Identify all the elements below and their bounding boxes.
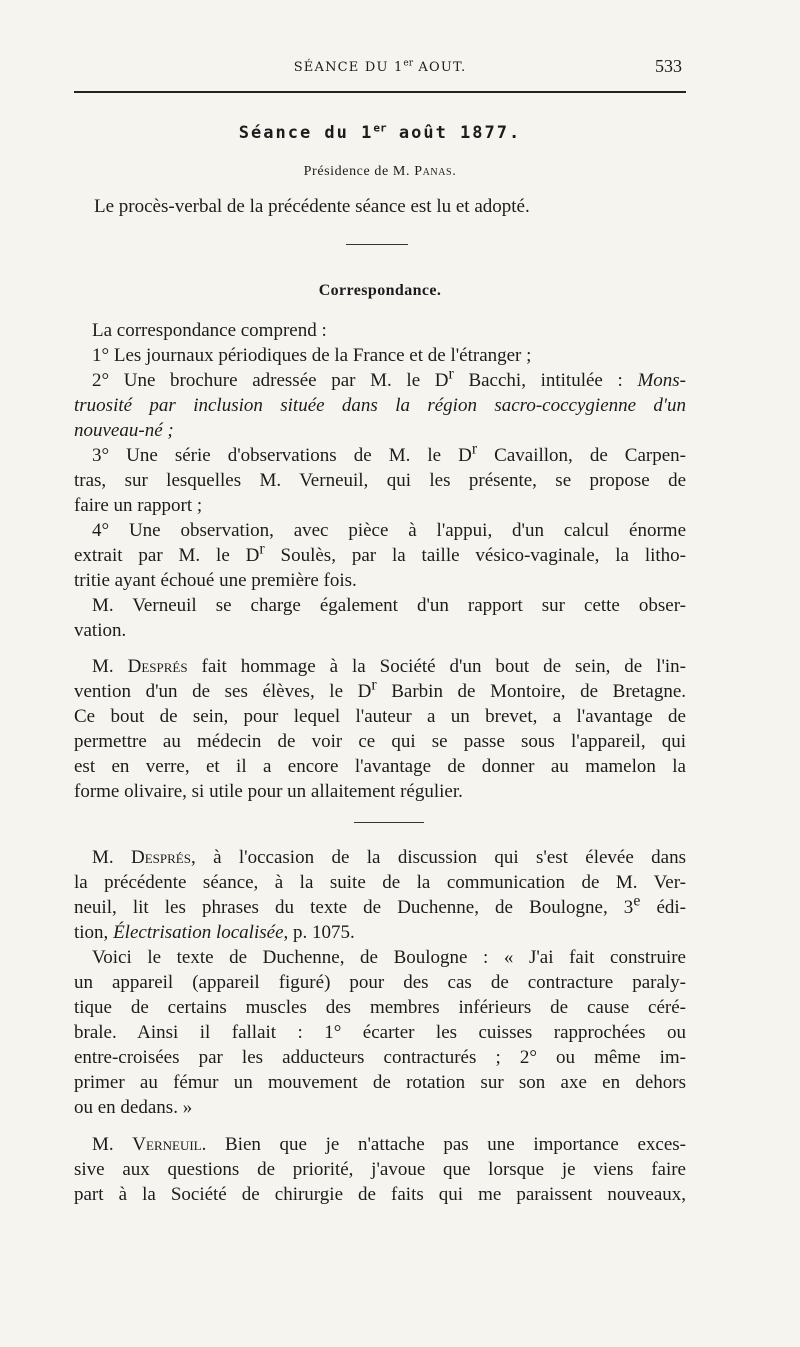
text-line: tras, sur lesquelles M. Verneuil, qui les présente, se propose de — [74, 470, 686, 491]
despres-duchenne-paragraph — [74, 845, 686, 1120]
text-line: sive aux questions de priorité, j'avoue que lorsque je viens faire — [74, 1159, 686, 1180]
text-line: permettre au médecin de voir ce qui se passe sous l'appareil, qui — [74, 731, 686, 752]
text-line: la précédente séance, à la suite de la communication de M. Ver- — [74, 872, 686, 893]
text-line: Voici le texte de Duchenne, de Boulogne : « J'ai fait construire — [92, 947, 686, 968]
presidence-line: Présidence de M. Panas. — [303, 164, 457, 179]
correspondance-item-1: 1° Les journaux périodiques de la France et de l'étranger ; — [92, 345, 532, 366]
text-line: ou en dedans. » — [74, 1097, 193, 1118]
correspondance-item-2: 2° Une brochure adressée par M. le $D^r$ Bacchi, intitulée : Mons- — [92, 365, 686, 391]
running-title: SÉANCE DU 1er AOUT. — [293, 58, 467, 75]
text-line: truosité par inclusion située dans la région sacro-coccygienne d'un — [74, 395, 686, 416]
despres-hommage-paragraph — [74, 654, 686, 804]
speaker-name: Després — [131, 847, 191, 868]
speaker-name: Verneuil — [132, 1134, 202, 1155]
header-rule — [74, 91, 686, 93]
correspondance-item-4: 4° Une observation, avec pièce à l'appui, d'un calcul énorme — [92, 520, 686, 541]
verneuil-rapport-line: M. Verneuil se charge également d'un rapport sur cette obser- — [92, 595, 686, 616]
text-line: M. Verneuil. Bien que je n'attache pas une importance exces- — [92, 1134, 686, 1155]
correspondance-item-3: 3° Une série d'observations de M. le $D^r$ Cavaillon, de Carpen- — [92, 440, 686, 466]
text-line: vation. — [74, 620, 127, 641]
section-divider-2 — [354, 822, 424, 823]
text-line: un appareil (appareil figuré) pour des cas de contracture paraly- — [74, 972, 686, 993]
text-line: tion, Électrisation localisée, p. 1075. — [74, 922, 355, 943]
seance-title: Séance du 1er août 1877. — [238, 121, 522, 143]
correspondance-intro: La correspondance comprend : — [92, 320, 327, 341]
section-title-correspondance: Correspondance. — [318, 282, 442, 299]
text-line: part à la Société de chirurgie de faits qui me paraissent nouveaux, — [74, 1184, 686, 1205]
verneuil-paragraph — [74, 1132, 686, 1207]
text-line: vention d'un de ses élèves, le $D^r$ Barbin de Montoire, de Bretagne. — [74, 676, 686, 702]
text-line: Ce bout de sein, pour lequel l'auteur a un brevet, a l'avantage de — [74, 706, 686, 727]
text-line: tritie ayant échoué une première fois. — [74, 570, 357, 591]
correspondance-block — [74, 318, 686, 643]
running-header — [74, 54, 686, 80]
text-line: primer au fémur un mouvement de rotation sur son axe en dehors — [74, 1072, 686, 1093]
text-line: forme olivaire, si utile pour un allaitement régulier. — [74, 781, 463, 802]
text-line: neuil, lit les phrases du texte de Duchenne, de Boulogne, 3e édi- — [74, 892, 686, 918]
section-divider-1 — [346, 244, 408, 245]
text-line: extrait par M. le $D^r$ Soulès, par la taille vésico-vaginale, la litho- — [74, 540, 686, 566]
text-line: nouveau-né ; — [74, 420, 174, 441]
president-name: Panas — [414, 164, 453, 179]
speaker-name: Després — [127, 656, 188, 677]
text-line: entre-croisées par les adducteurs contracturés ; 2° ou même im- — [74, 1047, 686, 1068]
text-line: est en verre, et il a encore l'avantage de donner au mamelon la — [74, 756, 686, 777]
text-line: faire un rapport ; — [74, 495, 203, 516]
page-number: 533 — [655, 56, 682, 76]
text-line: M. Després fait hommage à la Société d'un bout de sein, de l'in- — [92, 656, 686, 677]
book-title: Électrisation localisée — [113, 922, 284, 943]
text-line: brale. Ainsi il fallait : 1° écarter les cuisses rapprochées ou — [74, 1022, 686, 1043]
minutes-adopted-text: Le procès-verbal de la précédente séance est lu et adopté. — [94, 196, 530, 217]
text-line: M. Després, à l'occasion de la discussion qui s'est élevée dans — [92, 847, 686, 868]
text-line: tique de certains muscles des membres inférieurs de cause céré- — [74, 997, 686, 1018]
document-page — [74, 0, 686, 1347]
